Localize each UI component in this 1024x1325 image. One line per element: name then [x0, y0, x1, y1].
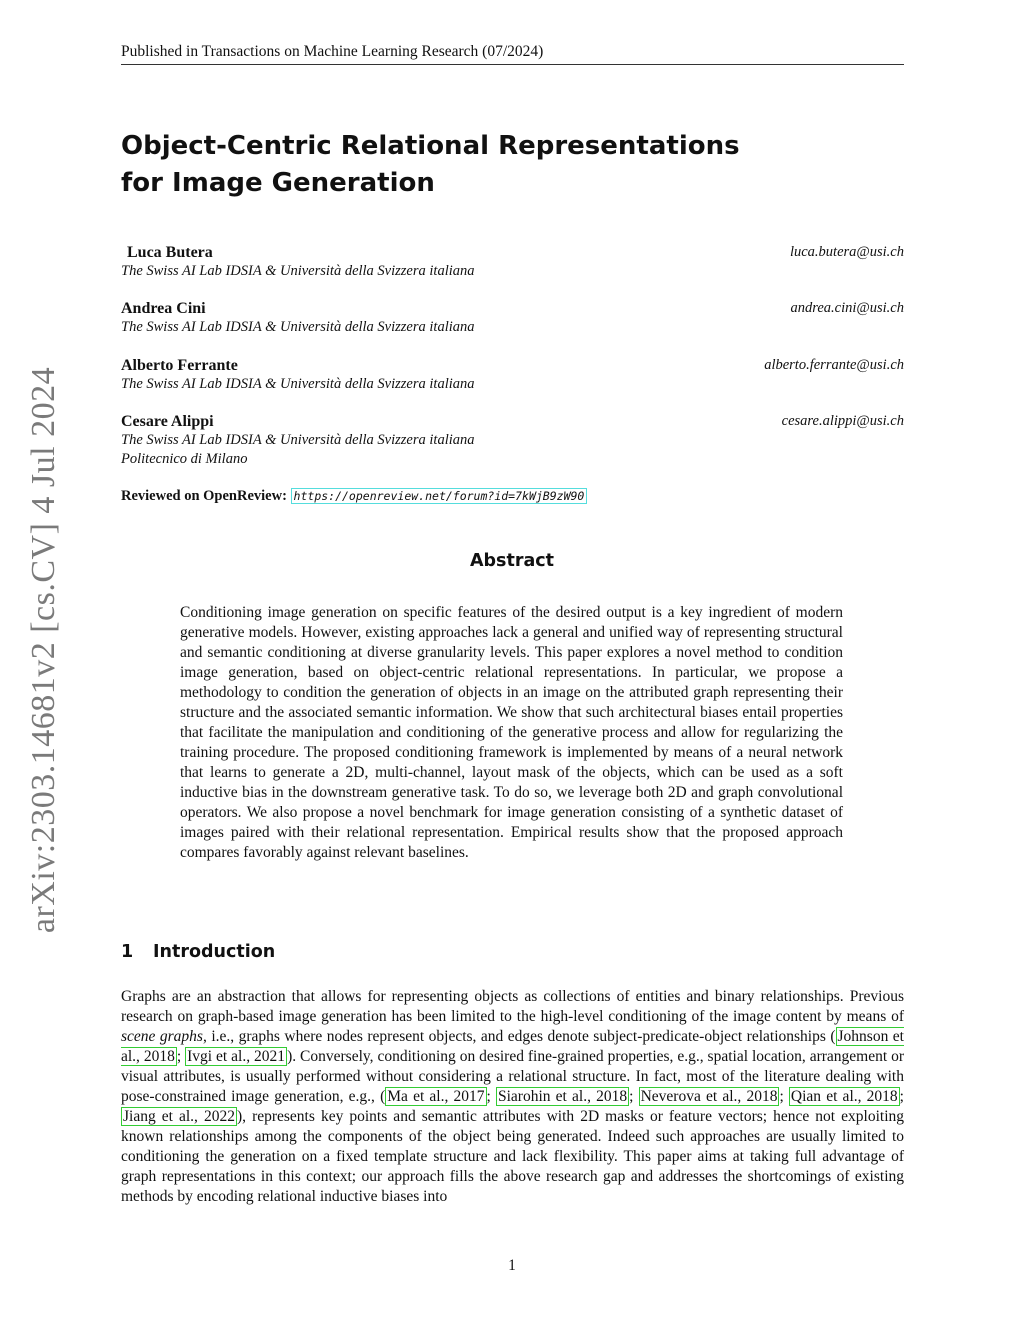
citation-separator: ; — [779, 1088, 789, 1105]
citation-link[interactable]: Jiang et al., 2022 — [123, 1108, 235, 1125]
citation-separator: ; — [629, 1088, 639, 1105]
reviewed-line — [121, 486, 587, 506]
title-line-1: Object-Centric Relational Representations — [121, 131, 740, 161]
page-number: 1 — [508, 1257, 516, 1274]
intro-emphasis: scene graphs — [121, 1028, 203, 1045]
section-heading — [121, 942, 275, 962]
author-name: Cesare Alippi — [121, 413, 214, 430]
abstract-heading: Abstract — [469, 551, 555, 571]
author-email[interactable]: alberto.ferrante@usi.ch — [764, 357, 904, 373]
section-number: 1 — [121, 942, 134, 962]
author-block — [121, 412, 904, 469]
citation-link[interactable]: Ivgi et al., 2021 — [187, 1048, 286, 1065]
citation-link[interactable]: Ma et al., 2017 — [387, 1088, 485, 1105]
arxiv-identifier-stamp: arXiv:2303.14681v2 [cs.CV] 4 Jul 2024 — [25, 366, 62, 934]
introduction-paragraph — [121, 987, 904, 1207]
author-block — [121, 243, 904, 281]
openreview-link[interactable]: https://openreview.net/forum?id=7kWjB9zW90 — [291, 488, 588, 504]
author-affiliation: The Swiss AI Lab IDSIA & Università della Svizzera italiana — [121, 319, 475, 335]
citation-separator: ; — [899, 1088, 904, 1105]
citation-separator: ; — [486, 1088, 496, 1105]
title-line-2: for Image Generation — [121, 168, 435, 198]
author-block — [121, 356, 904, 394]
intro-text: ), represents key points and semantic attributes with 2D masks or feature vectors; hence not exploiting known relationships among the components of the object being generated. Indeed such approaches are usually limited to conditioning the generation on a fixed template structure and lack flexibility. This paper aims at taking full advantage of graph representations in this context; our approach fills the above research gap and addresses the shortcomings of existing methods by encoding relational inductive biases into — [121, 1108, 904, 1205]
author-name: Alberto Ferrante — [121, 357, 238, 374]
citation-link[interactable]: Neverova et al., 2018 — [640, 1088, 778, 1105]
author-email[interactable]: luca.butera@usi.ch — [789, 244, 904, 260]
author-email[interactable]: cesare.alippi@usi.ch — [781, 413, 904, 429]
author-name: Luca Butera — [127, 244, 213, 261]
section-title: Introduction — [153, 942, 276, 962]
citation-link[interactable]: Johnson et al., 2018 — [121, 1028, 904, 1065]
author-block — [121, 299, 904, 337]
author-email[interactable]: andrea.cini@usi.ch — [790, 300, 904, 316]
intro-text: Graphs are an abstraction that allows for representing objects as collections of entities and binary relationships. Previous research on graph-based image generation has been limited to the high-level conditioning of the image content by means of — [121, 988, 904, 1025]
author-name: Andrea Cini — [121, 300, 206, 317]
reviewed-label: Reviewed on OpenReview: — [121, 488, 287, 504]
citation-separator: ; — [176, 1048, 186, 1065]
author-affiliation: The Swiss AI Lab IDSIA & Università della Svizzera italiana — [121, 376, 475, 392]
citation-link[interactable]: Siarohin et al., 2018 — [497, 1088, 628, 1105]
intro-text: ). Conversely, conditioning on desired fine-grained properties, e.g., spatial location, arrangement or visual attributes, is usually performed without considering a relational structure. In fact, most of the literature dealing with pose-constrained image generation, e.g., ( — [121, 1048, 905, 1105]
intro-text: , i.e., graphs where nodes represent objects, and edges denote subject-predicate-object relationships ( — [202, 1028, 836, 1045]
citation-link[interactable]: Qian et al., 2018 — [790, 1088, 898, 1105]
abstract-text: Conditioning image generation on specific features of the desired output is a key ingredient of modern generative models. However, existing approaches lack a general and unified way of representing structural and semantic conditioning at diverse granularity levels. This paper explores a novel method to condition image generation, based on object-centric relational representations. In particular, we propose a methodology to condition the generation of objects in an image on the attributed graph representing their structure and the associated semantic information. We show that such architectural biases entail properties that facilitate the manipulation and conditioning of the generative process and allow for regularizing the training procedure. The proposed conditioning framework is implemented by means of a neural network that learns to generate a 2D, multi-channel, layout mask of the objects, which can be used as a soft inductive bias in the downstream generative task. To do so, we leverage both 2D and graph convolutional operators. We also propose a novel benchmark for image generation consisting of a synthetic dataset of images paired with their relational representation. Empirical results show that the proposed approach compares favorably against relevant baselines. — [180, 604, 843, 861]
author-affiliation: The Swiss AI Lab IDSIA & Università della Svizzera italiana — [121, 263, 475, 279]
paper-title — [121, 128, 821, 202]
author-affiliation: The Swiss AI Lab IDSIA & Università della Svizzera italiana — [121, 432, 475, 448]
running-header: Published in Transactions on Machine Learning Research (07/2024) — [121, 43, 904, 65]
author-affiliation-2: Politecnico di Milano — [121, 451, 248, 467]
